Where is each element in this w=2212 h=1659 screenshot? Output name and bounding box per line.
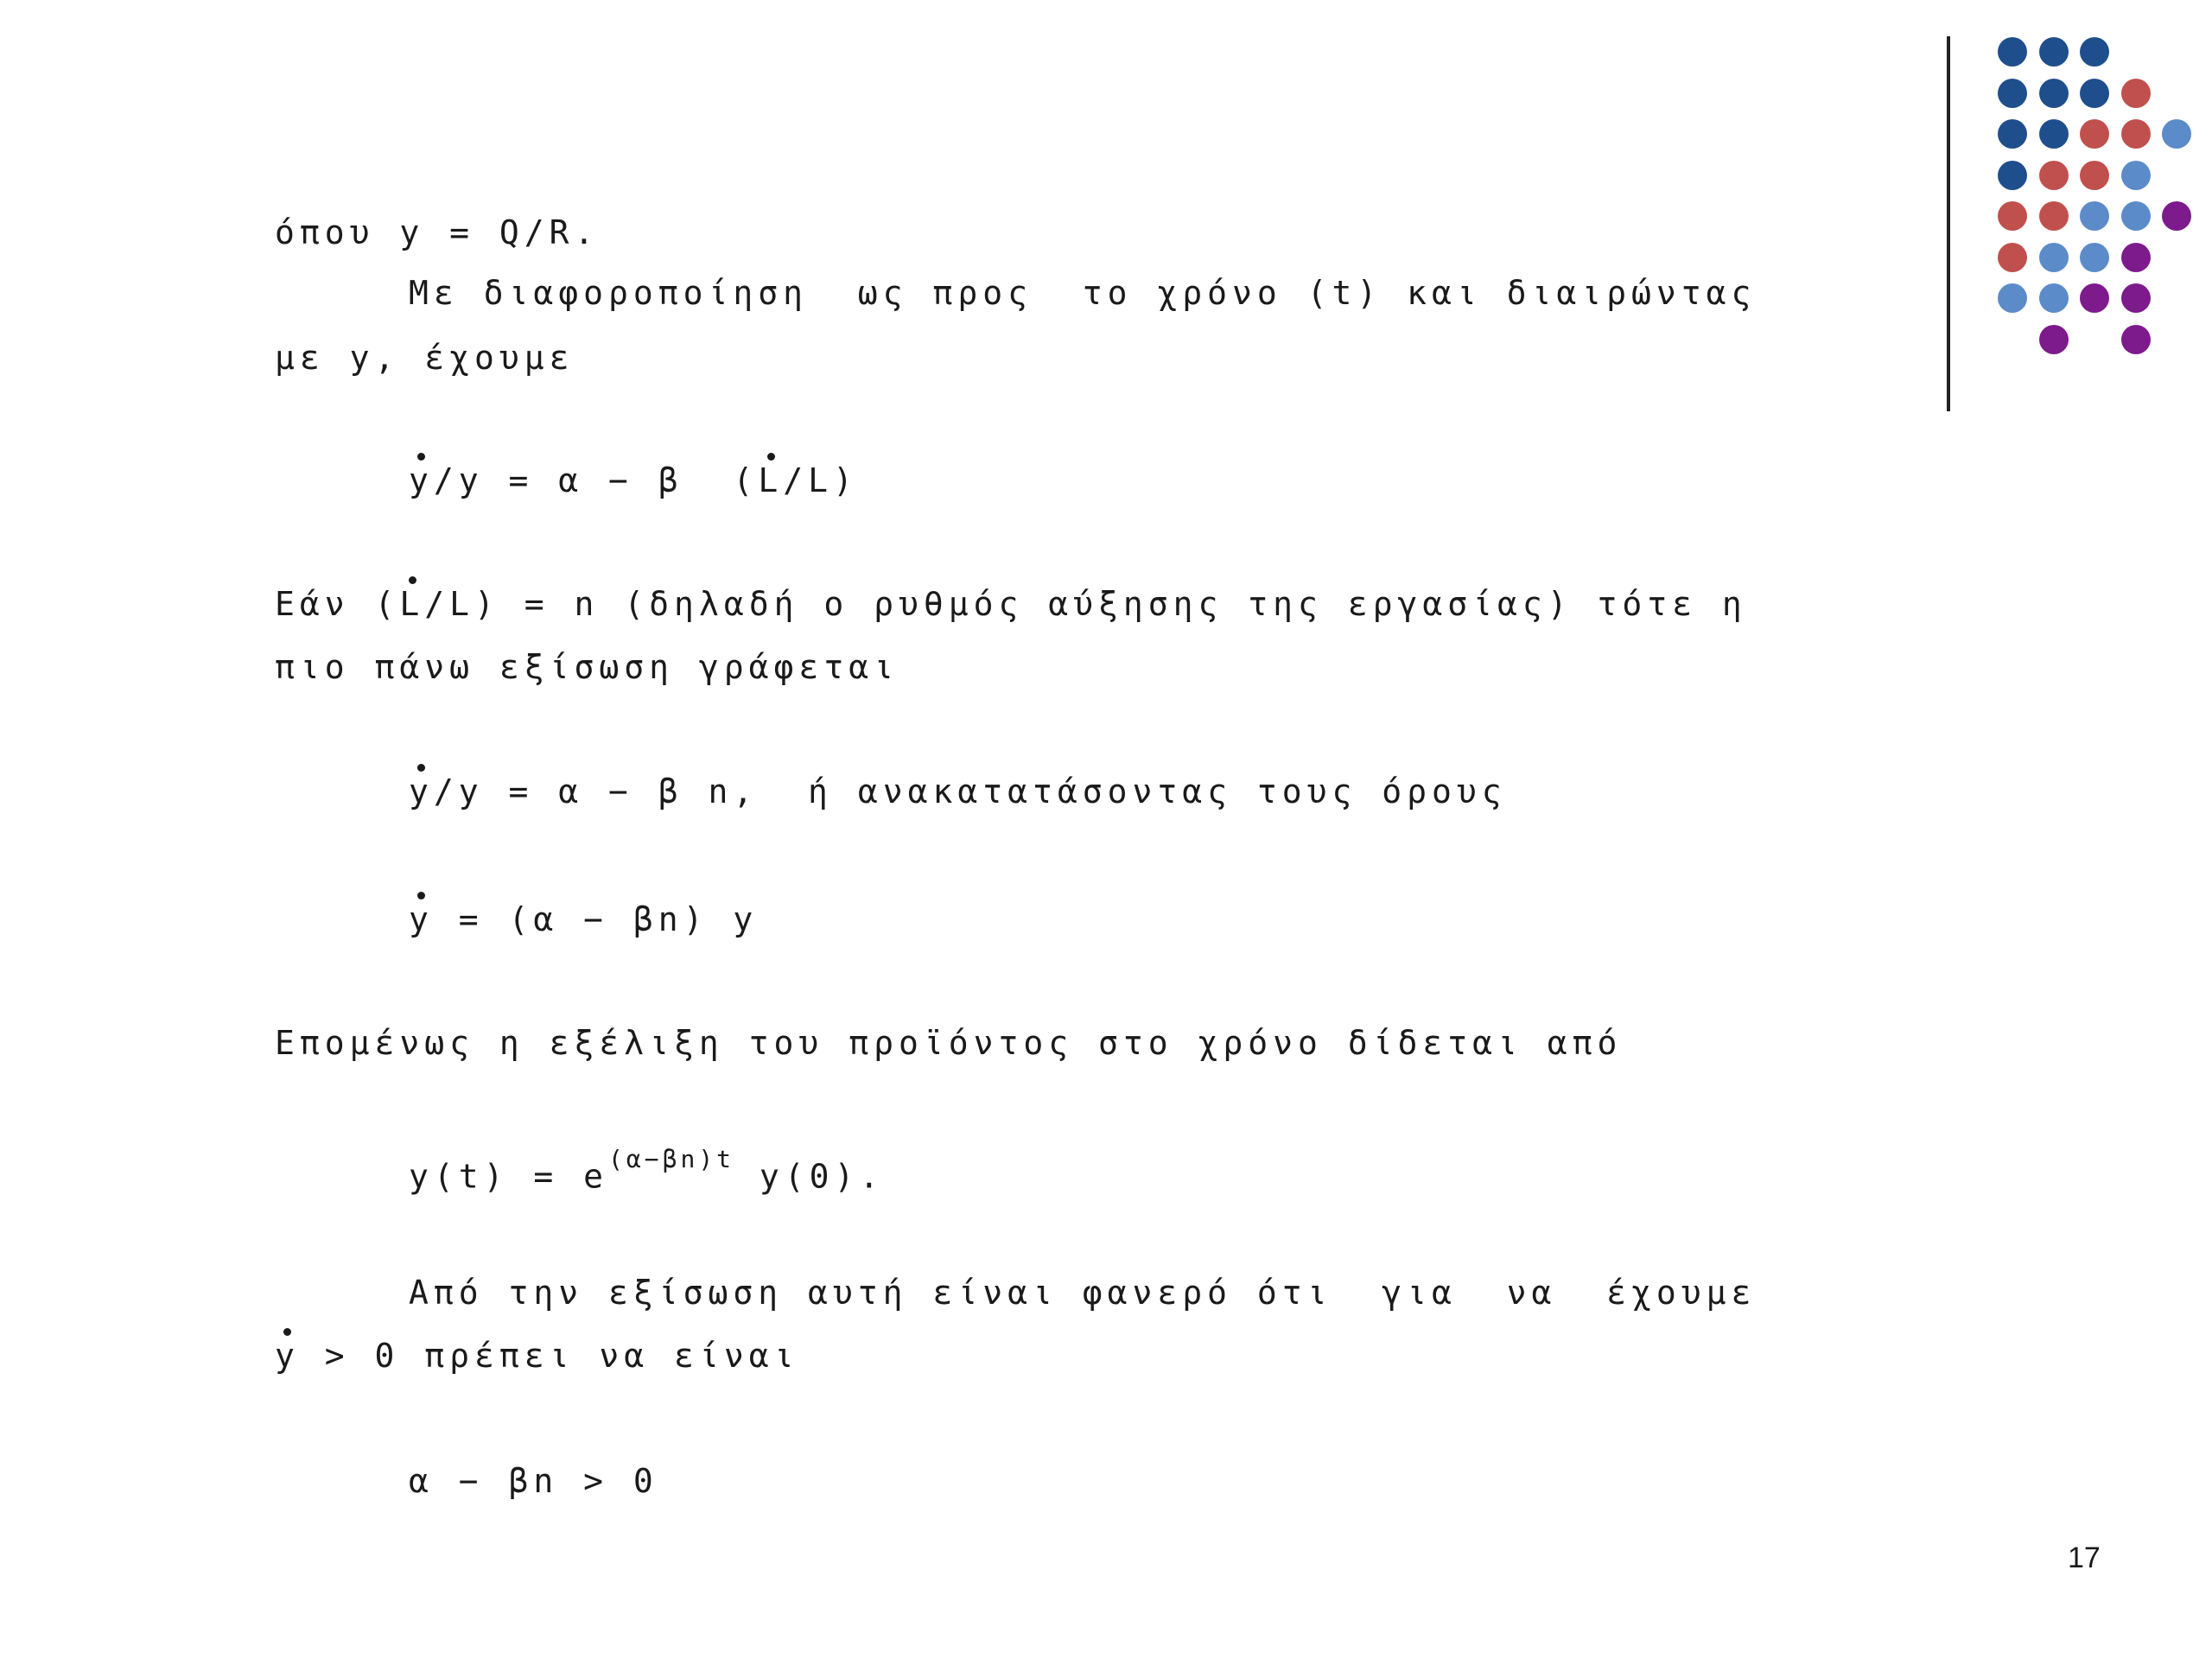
decorative-dot xyxy=(2039,119,2069,149)
text-line-8 xyxy=(275,1335,798,1376)
decorative-dot xyxy=(1998,79,2027,108)
decorative-dot xyxy=(2039,243,2069,272)
decorative-dot xyxy=(2039,283,2069,313)
l-dot: L xyxy=(758,461,784,499)
decorative-dot xyxy=(2039,325,2069,354)
decorative-dot xyxy=(2121,325,2151,354)
decorative-dot xyxy=(1998,283,2027,313)
y-dot: y xyxy=(275,1337,300,1375)
equation-5: α − βn > 0 xyxy=(409,1462,658,1500)
decorative-dot xyxy=(2080,119,2109,149)
decorative-dot xyxy=(2121,79,2151,108)
y-dot: y xyxy=(409,772,434,810)
equation-1-part-1: /y = α − β ( xyxy=(433,461,759,499)
text-line-3: με y, έχουμε xyxy=(275,339,575,377)
decorative-dot xyxy=(2162,119,2191,149)
decorative-dot xyxy=(1998,201,2027,231)
decorative-dot xyxy=(2080,37,2109,67)
l-dot: L xyxy=(399,585,425,623)
decorative-divider-line xyxy=(1947,36,1950,411)
decorative-dot xyxy=(1998,243,2027,272)
decorative-dot xyxy=(2080,161,2109,190)
decorative-dot xyxy=(2121,243,2151,272)
equation-4-part-1: y(t) = e xyxy=(409,1157,609,1196)
equation-4 xyxy=(409,1147,884,1198)
decorative-dot xyxy=(2039,201,2069,231)
decorative-dot xyxy=(2121,119,2151,149)
decorative-dot xyxy=(1998,119,2027,149)
text-line-8-rest: > 0 πρέπει να είναι xyxy=(299,1337,799,1375)
decorative-dot xyxy=(2121,201,2151,231)
equation-2 xyxy=(409,771,1507,812)
equation-3 xyxy=(409,899,758,940)
decorative-dot xyxy=(2039,161,2069,190)
decorative-dot xyxy=(2162,201,2191,231)
decorative-dot xyxy=(2080,201,2109,231)
decorative-dot xyxy=(2080,243,2109,272)
text-line-4-part-2: /L) = n (δηλαδή ο ρυθμός αύξησης της εργασίας) τότε η xyxy=(424,585,1747,623)
decorative-dot xyxy=(2121,283,2151,313)
page-number: 17 xyxy=(2068,1541,2101,1574)
text-line-7: Από την εξίσωση αυτή είναι φανερό ότι για να έχουμε xyxy=(409,1274,1757,1312)
y-dot: y xyxy=(409,461,434,499)
equation-3-rest: = (α − βn) y xyxy=(433,900,759,938)
text-line-1: όπου y = Q/R. xyxy=(275,213,600,251)
equation-2-rest: /y = α − β n, ή ανακατατάσοντας τους όρους xyxy=(433,772,1507,810)
text-line-4 xyxy=(275,583,1747,625)
decorative-dot xyxy=(2039,37,2069,67)
decorative-dot xyxy=(2080,283,2109,313)
equation-4-exponent: (α−βn)t xyxy=(608,1145,735,1173)
decorative-dot xyxy=(1998,37,2027,67)
equation-4-part-2: y(0). xyxy=(734,1157,885,1196)
equation-1 xyxy=(409,460,858,501)
y-dot: y xyxy=(409,900,434,938)
text-line-5: πιο πάνω εξίσωση γράφεται xyxy=(275,648,899,686)
text-line-6: Επομένως η εξέλιξη του προϊόντος στο χρόνο δίδεται από xyxy=(275,1024,1623,1062)
text-line-4-part-1: Εάν ( xyxy=(275,585,400,623)
equation-1-part-2: /L) xyxy=(783,461,858,499)
decorative-dot xyxy=(1998,161,2027,190)
text-line-2: Με διαφοροποίηση ως προς το χρόνο (t) και διαιρώντας xyxy=(409,274,1757,312)
decorative-dot xyxy=(2080,79,2109,108)
decorative-dot xyxy=(2121,161,2151,190)
decorative-dot xyxy=(2039,79,2069,108)
